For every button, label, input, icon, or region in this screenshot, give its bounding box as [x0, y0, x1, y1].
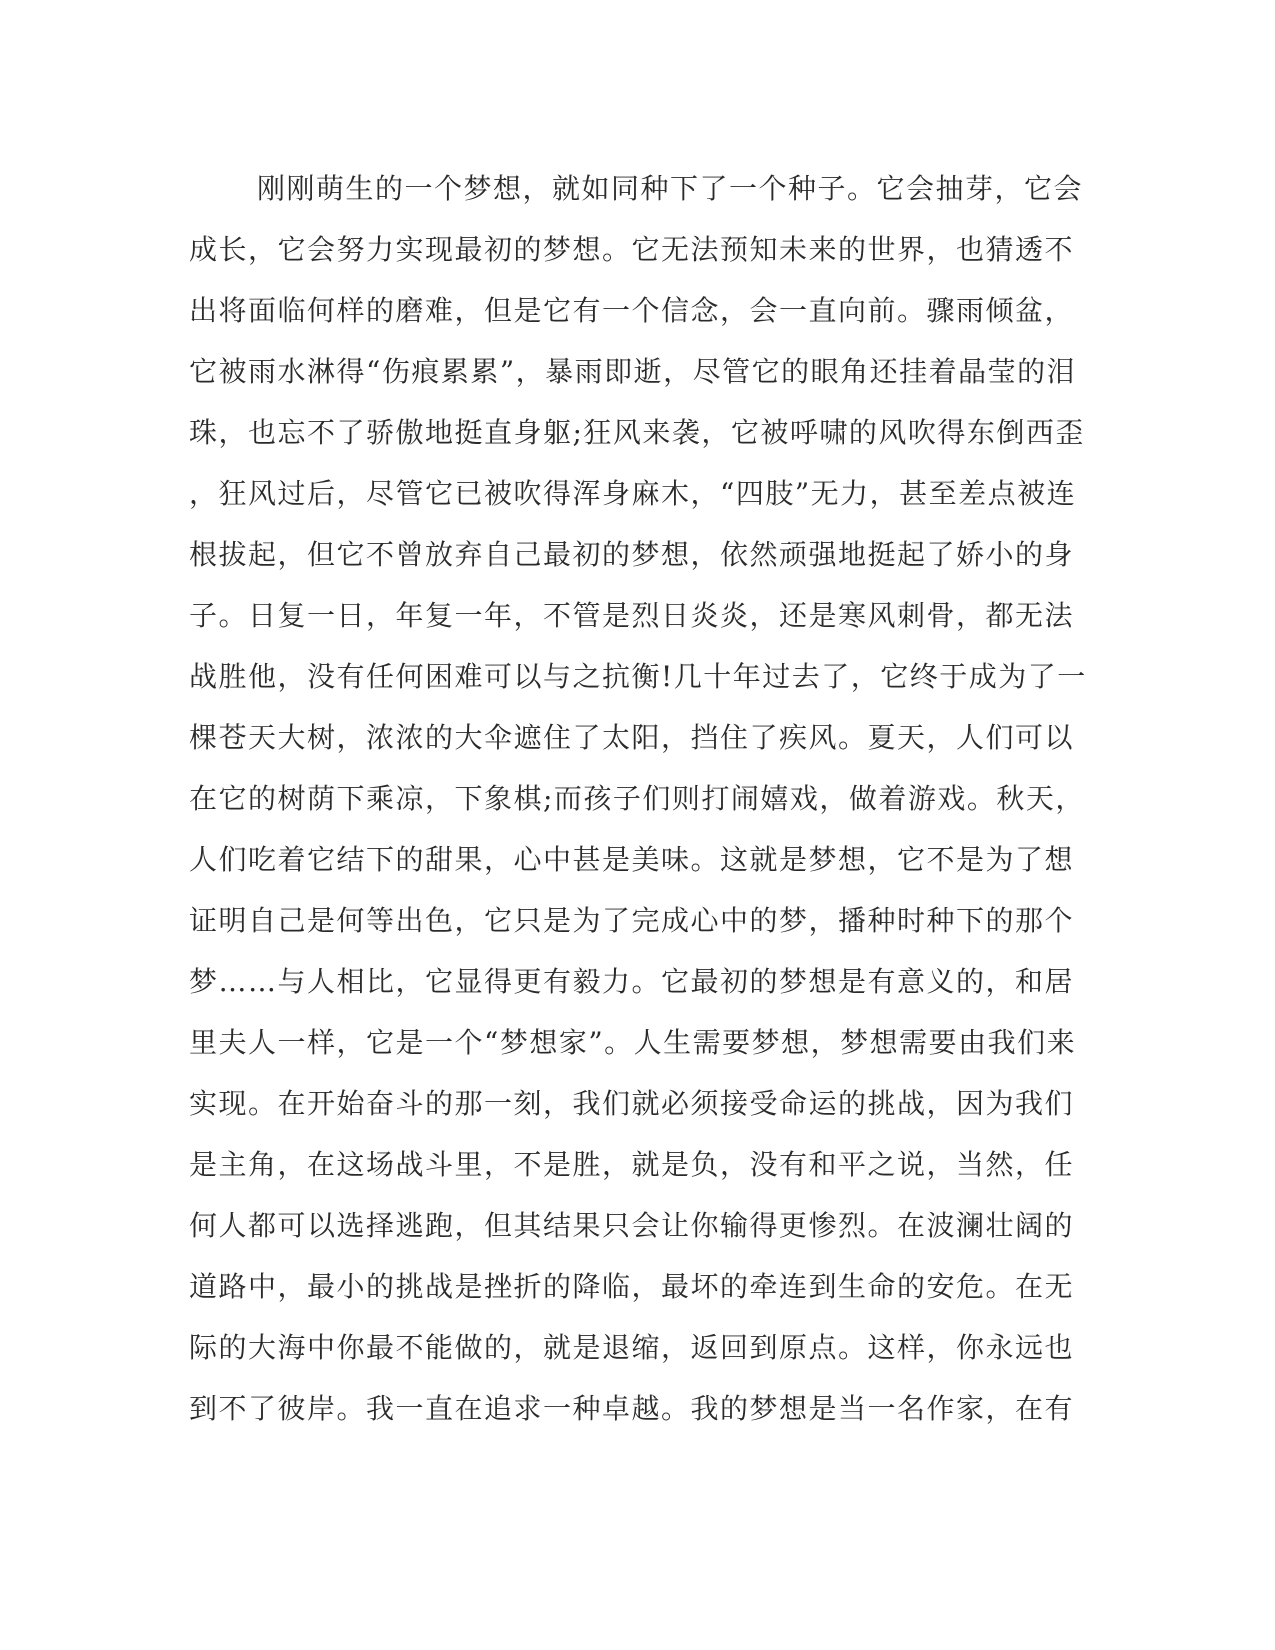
text-line: 际的大海中你最不能做的，就是退缩，返回到原点。这样，你永远也 — [189, 1331, 1075, 1364]
text-line: 何人都可以选择逃跑，但其结果只会让你输得更惨烈。在波澜壮阔的 — [189, 1209, 1075, 1242]
text-line: 道路中，最小的挑战是挫折的降临，最坏的牵连到生命的安危。在无 — [189, 1270, 1075, 1303]
text-line: 是主角，在这场战斗里，不是胜，就是负，没有和平之说，当然，任 — [189, 1148, 1075, 1181]
text-line: 珠，也忘不了骄傲地挺直身躯;狂风来袭，它被呼啸的风吹得东倒西歪 — [189, 416, 1085, 449]
text-line: 证明自己是何等出色，它只是为了完成心中的梦，播种时种下的那个 — [189, 904, 1075, 937]
text-line: ，狂风过后，尽管它已被吹得浑身麻木，“四肢”无力，甚至差点被连 — [189, 477, 1077, 510]
text-line: 到不了彼岸。我一直在追求一种卓越。我的梦想是当一名作家，在有 — [189, 1392, 1075, 1425]
text-line: 实现。在开始奋斗的那一刻，我们就必须接受命运的挑战，因为我们 — [189, 1087, 1075, 1120]
text-line: 出将面临何样的磨难，但是它有一个信念，会一直向前。骤雨倾盆， — [189, 294, 1075, 327]
text-line: 战胜他，没有任何困难可以与之抗衡!几十年过去了，它终于成为了一 — [189, 660, 1087, 693]
text-line: 根拔起，但它不曾放弃自己最初的梦想，依然顽强地挺起了娇小的身 — [189, 538, 1075, 571]
text-line: 在它的树荫下乘凉，下象棋;而孩子们则打闹嬉戏，做着游戏。秋天， — [189, 782, 1085, 815]
text-line: 它被雨水淋得“伤痕累累”，暴雨即逝，尽管它的眼角还挂着晶莹的泪 — [189, 355, 1077, 388]
text-line: 子。日复一日，年复一年，不管是烈日炎炎，还是寒风刺骨，都无法 — [189, 599, 1075, 632]
text-line: 棵苍天大树，浓浓的大伞遮住了太阳，挡住了疾风。夏天，人们可以 — [189, 721, 1075, 754]
text-line: 人们吃着它结下的甜果，心中甚是美味。这就是梦想，它不是为了想 — [189, 843, 1075, 876]
text-line: 成长，它会努力实现最初的梦想。它无法预知未来的世界，也猜透不 — [189, 233, 1075, 266]
text-line: 刚刚萌生的一个梦想，就如同种下了一个种子。它会抽芽，它会 — [257, 172, 1084, 205]
body-paragraph — [189, 158, 1089, 1439]
text-line: 里夫人一样，它是一个“梦想家”。人生需要梦想，梦想需要由我们来 — [189, 1026, 1077, 1059]
text-line: 梦……与人相比，它显得更有毅力。它最初的梦想是有意义的，和居 — [189, 965, 1075, 998]
